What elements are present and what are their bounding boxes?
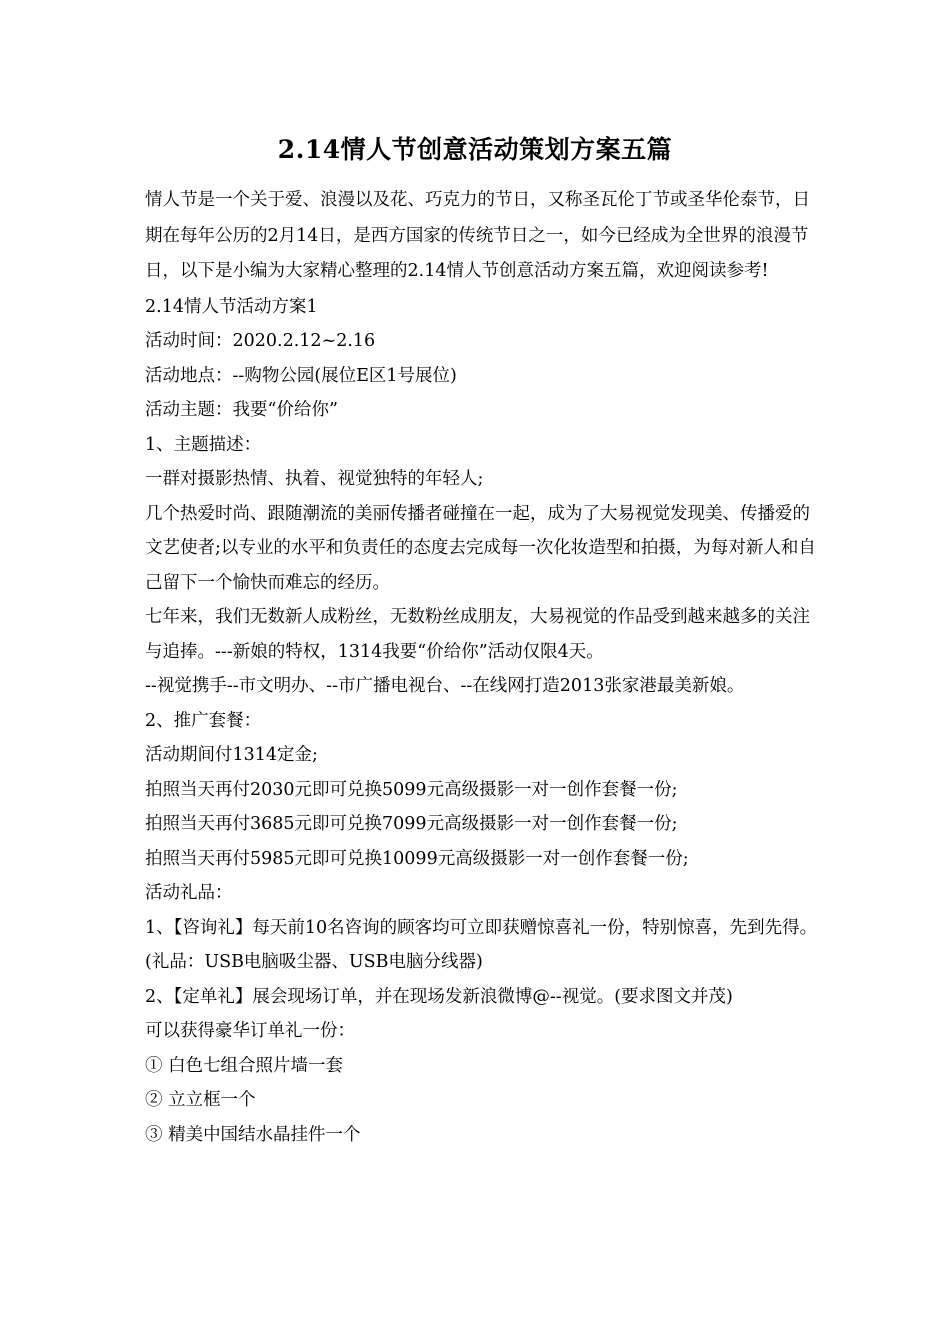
paragraph: 七年来，我们无数新人成粉丝，无数粉丝成朋友，大易视觉的作品受到越来越多的关注与追捧。---新娘的特权，1314我要“价给你”活动仅限4天。 [145, 607, 810, 662]
event-theme: 活动主题：我要“价给你” [145, 400, 338, 420]
paragraph: 一群对摄影热情、执着、视觉独特的年轻人; [145, 469, 484, 489]
paragraph: 活动期间付1314定金; [145, 745, 318, 765]
list-item: ② 立立框一个 [145, 1090, 256, 1110]
event-time: 活动时间：2020.2.12~2.16 [145, 331, 376, 351]
section-theme-description: 1、主题描述： [145, 434, 262, 455]
package-item: 拍照当天再付5985元即可兑换10099元高级摄影一对一创作套餐一份; [145, 848, 689, 869]
list-item: ① 白色七组合照片墙一套 [145, 1055, 344, 1076]
paragraph: --视觉携手--市文明办、--市广播电视台、--在线网打造2013张家港最美新娘。 [145, 676, 745, 696]
package-item: 拍照当天再付3685元即可兑换7099元高级摄影一对一创作套餐一份; [145, 814, 678, 834]
event-location: 活动地点：--购物公园(展位E区1号展位) [145, 365, 457, 386]
document-title: 2.14情人节创意活动策划方案五篇 [277, 135, 673, 164]
package-item: 拍照当天再付2030元即可兑换5099元高级摄影一对一创作套餐一份; [145, 779, 678, 800]
section-packages: 2、推广套餐： [145, 710, 262, 731]
intro-paragraph: 情人节是一个关于爱、浪漫以及花、巧克力的节日，又称圣瓦伦丁节或圣华伦泰节，日期在每年公历的2月14日，是西方国家的传统节日之一，如今已经成为全世界的浪漫节日，以下是小编为大家精心整理的2.14情人节创意活动方案五篇，欢迎阅读参考! [145, 190, 810, 281]
gift-item: 2、【定单礼】展会现场订单，并在现场发新浪微博@--视觉。(要求图文并茂) [145, 986, 733, 1007]
section-gifts: 活动礼品： [145, 883, 233, 903]
gift-item: 1、【咨询礼】每天前10名咨询的顾客均可立即获赠惊喜礼一份，特别惊喜，先到先得。(礼品：USB电脑吸尘器、USB电脑分线器) [145, 917, 818, 972]
list-item: ③ 精美中国结水晶挂件一个 [145, 1124, 361, 1145]
paragraph: 可以获得豪华订单礼一份： [145, 1021, 355, 1041]
paragraph: 几个热爱时尚、跟随潮流的美丽传播者碰撞在一起，成为了大易视觉发现美、传播爱的文艺使者;以专业的水平和负责任的态度去完成每一次化妆造型和拍摄，为每对新人和自己留下一个愉快而难忘的经历。 [145, 503, 816, 593]
plan-heading: 2.14情人节活动方案1 [145, 296, 318, 317]
document-body [145, 183, 825, 1152]
